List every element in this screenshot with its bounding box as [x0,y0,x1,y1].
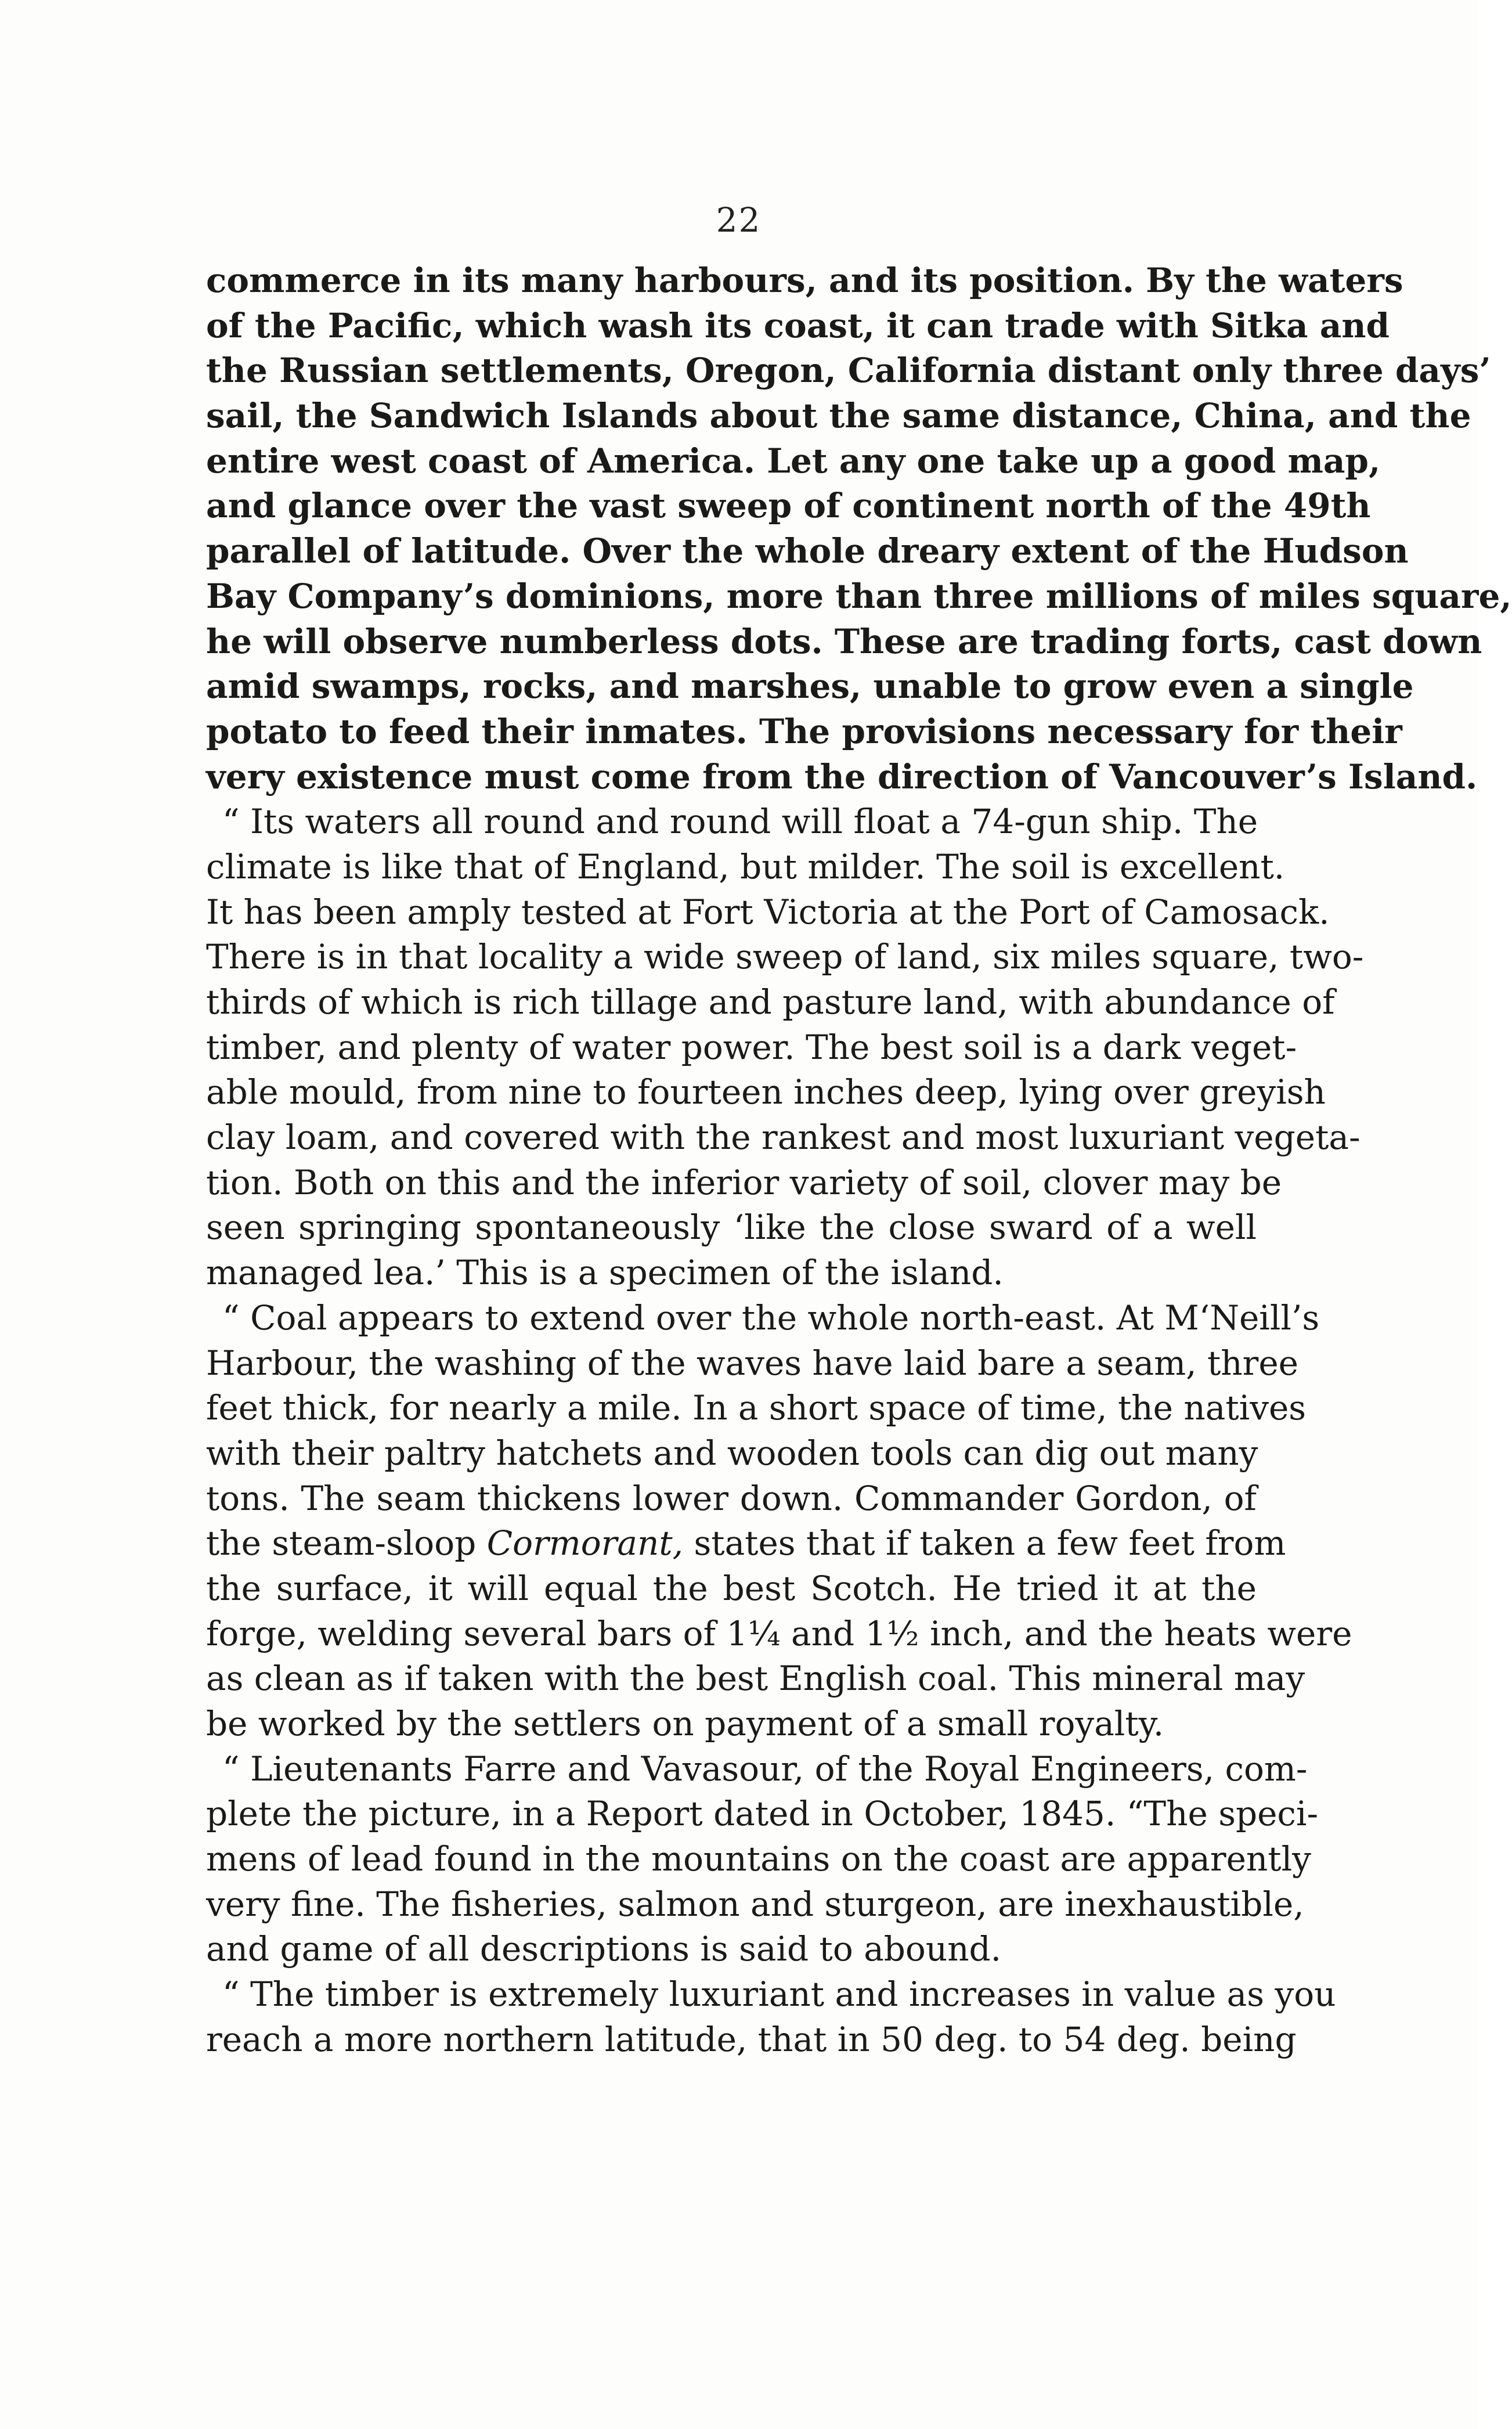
text-line: able mould, from nine to fourteen inches deep, lying over greyish [206,1072,1326,1112]
text-line: very existence must come from the direction of Vancouver’s Island. [206,756,1478,797]
text-line: parallel of latitude. Over the whole dreary extent of the Hudson [206,531,1409,571]
text-line: feet thick, for nearly a mile. In a short space of time, the natives [206,1388,1307,1428]
text-line: potato to feed their inmates. The provisions necessary for their [206,711,1402,751]
text-line: commerce in its many harbours, and its position. By the waters [206,261,1403,300]
text-line: Bay Company’s dominions, more than three millions of miles square, [206,576,1512,616]
text-segment: states that if taken a few feet from [683,1523,1286,1563]
text-line: seen springing spontaneously ‘like the close sward of a well [206,1208,1257,1248]
text-line: amid swamps, rocks, and marshes, unable to grow even a single [206,666,1414,707]
text-line: reach a more northern latitude, that in 50 deg. to 54 deg. being [206,2019,1297,2059]
text-line: clay loam, and covered with the rankest and most luxuriant vegeta- [206,1118,1361,1158]
text-line: very fine. The fisheries, salmon and sturgeon, are inexhaustible, [206,1884,1304,1924]
text-line: thirds of which is rich tillage and pasture land, with abundance of [206,982,1335,1022]
text-line: as clean as if taken with the best English coal. This mineral may [206,1659,1305,1699]
text-line: entire west coast of America. Let any one take up a good map, [206,441,1381,481]
text-line: with their paltry hatchets and wooden tools can dig out many [206,1433,1258,1473]
text-line: climate is like that of England, but milder. The soil is excellent. [206,846,1285,886]
text-line: “ Coal appears to extend over the whole north-east. At M‘Neill’s [222,1298,1320,1338]
ship-name-italic: Cormorant, [486,1523,684,1563]
text-line: managed lea.’ This is a specimen of the island. [206,1253,1004,1293]
text-line: of the Pacific, which wash its coast, it can trade with Sitka and [206,305,1390,345]
text-line: tion. Both on this and the inferior variety of soil, clover may be [206,1162,1282,1202]
text-line: Harbour, the washing of the waves have laid bare a seam, three [206,1343,1298,1383]
text-line: plete the picture, in a Report dated in October, 1845. “The speci- [206,1794,1319,1834]
text-line: and glance over the vast sweep of continent north of the 49th [206,486,1371,526]
text-line: “ Its waters all round and round will float a 74-gun ship. The [222,802,1258,842]
body-text [206,258,1512,2063]
text-line: forge, welding several bars of 1¼ and 1½ inch, and the heats were [206,1613,1352,1653]
text-line: mens of lead found in the mountains on the coast are apparently [206,1839,1311,1879]
text-line: “ Lieutenants Farre and Vavasour, of the Royal Engineers, com- [222,1749,1308,1789]
text-line: and game of all descriptions is said to abound. [206,1929,1002,1969]
text-line: It has been amply tested at Fort Victoria at the Port of Camosack. [206,892,1330,932]
text-line [206,1521,1286,1566]
text-line: he will observe numberless dots. These are trading forts, cast down [206,621,1482,661]
text-line: the surface, it will equal the best Scotch. He tried it at the [206,1568,1257,1608]
text-line: “ The timber is extremely luxuriant and increases in value as you [222,1974,1336,2014]
text-line: be worked by the settlers on payment of a small royalty. [206,1704,1164,1743]
text-segment: the steam-sloop [206,1523,487,1563]
text-line: There is in that locality a wide sweep of land, six miles square, two- [206,937,1364,977]
text-line: sail, the Sandwich Islands about the same distance, China, and the [206,396,1471,436]
text-line: timber, and plenty of water power. The best soil is a dark veget- [206,1027,1297,1067]
text-line: tons. The seam thickens lower down. Commander Gordon, of [206,1478,1257,1518]
page-number: 22 [716,200,762,240]
text-line: the Russian settlements, Oregon, California distant only three days’ [206,351,1491,391]
